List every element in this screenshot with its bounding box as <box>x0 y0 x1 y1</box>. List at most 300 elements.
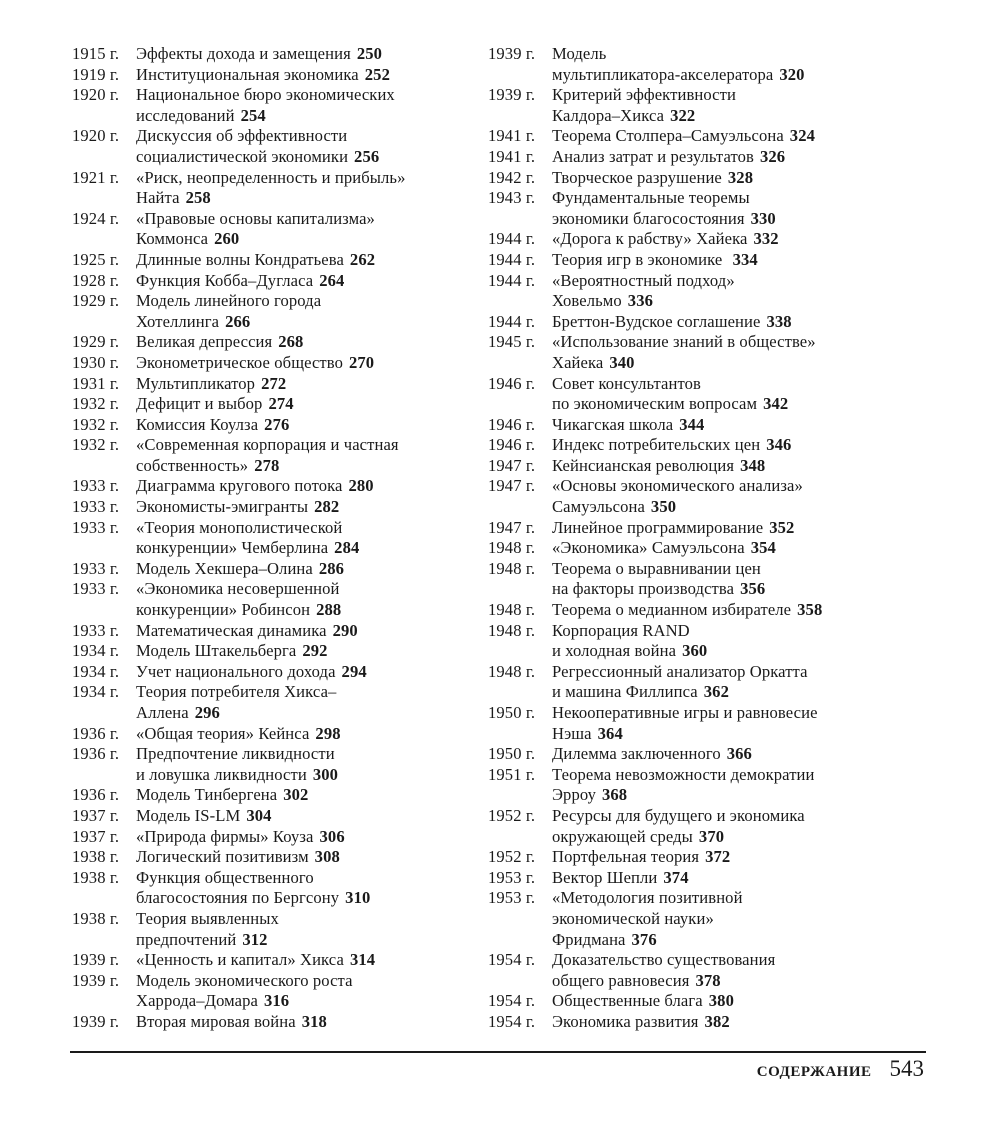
toc-entry <box>72 394 472 415</box>
entry-title: Регрессионный анализатор Оркатта и машина Филлипса <box>552 661 808 702</box>
entry-page-number: 274 <box>268 394 294 414</box>
entry-year: 1947 г. <box>488 476 536 496</box>
toc-entry <box>72 291 472 332</box>
entry-page-number: 296 <box>194 703 220 722</box>
entry-title-block <box>552 332 908 373</box>
page-number: 543 <box>889 1056 924 1081</box>
entry-title: Портфельная теория <box>552 847 700 867</box>
entry-year: 1948 г. <box>488 538 536 558</box>
entry-page-number: 260 <box>214 229 240 249</box>
entry-year: 1936 г. <box>72 785 120 805</box>
entry-page-number: 254 <box>240 105 266 125</box>
toc-entry <box>488 85 908 126</box>
toc-entry <box>488 250 908 271</box>
entry-title: Ресурсы для будущего и экономика окружающей среды <box>552 805 805 846</box>
entry-title-block <box>136 847 472 868</box>
entry-year: 1939 г. <box>72 1011 120 1031</box>
entry-page-number: 302 <box>283 785 309 805</box>
entry-year: 1952 г. <box>488 805 536 825</box>
entry-year: 1932 г. <box>72 435 120 455</box>
entry-title-block <box>552 85 908 126</box>
entry-page-number: 316 <box>263 991 290 1011</box>
toc-entry <box>72 724 472 745</box>
entry-year: 1933 г. <box>72 517 120 537</box>
entry-title-block <box>136 827 472 848</box>
entry-title-block <box>552 456 908 477</box>
entry-title-block <box>552 868 908 889</box>
toc-entry <box>488 332 908 373</box>
toc-entry <box>72 518 472 559</box>
entry-page-number: 330 <box>750 208 776 228</box>
entry-title: Функция общественного благосостояния по Бергсону <box>136 867 340 908</box>
entry-year: 1954 г. <box>488 950 536 970</box>
entry-year: 1944 г. <box>488 249 536 269</box>
entry-title: Национальное бюро экономических исследований <box>136 85 395 125</box>
toc-entry <box>488 662 908 703</box>
entry-year: 1939 г. <box>488 85 536 105</box>
entry-page-number: 250 <box>356 44 383 63</box>
toc-entry <box>72 1012 472 1033</box>
entry-year: 1945 г. <box>488 332 536 352</box>
toc-entry <box>488 765 908 806</box>
entry-page-number: 270 <box>348 352 375 372</box>
entry-title-block <box>136 868 472 909</box>
toc-entry <box>488 621 908 662</box>
entry-title: «Риск, неопределенность и прибыль» Найта <box>136 167 406 208</box>
entry-title-block <box>552 229 908 250</box>
toc-entry <box>488 147 908 168</box>
toc-entry <box>72 497 472 518</box>
entry-year: 1939 г. <box>72 950 120 970</box>
entry-title-block <box>552 518 908 539</box>
toc-entry <box>72 971 472 1012</box>
entry-title: Кейнсианская революция <box>552 455 735 475</box>
toc-entry <box>72 806 472 827</box>
entry-title-block <box>552 126 908 147</box>
entry-year: 1932 г. <box>72 394 120 414</box>
entry-title-block <box>552 744 908 765</box>
entry-title-block <box>136 44 472 65</box>
entry-page-number: 276 <box>264 414 290 434</box>
toc-entry <box>488 415 908 436</box>
entry-title: Модель Тинбергена <box>136 785 278 805</box>
entry-title-block <box>136 559 472 580</box>
entry-page-number: 256 <box>354 146 380 166</box>
entry-title: Некооперативные игры и равновесие Нэша <box>552 703 818 743</box>
entry-title-block <box>136 909 472 950</box>
entry-title: Институциональная экономика <box>136 64 359 84</box>
entry-page-number: 258 <box>185 188 211 208</box>
toc-entry <box>488 744 908 765</box>
entry-title: Теорема Столпера–Самуэльсона <box>552 126 784 146</box>
toc-entry <box>72 168 472 209</box>
entry-year: 1930 г. <box>72 352 120 372</box>
entry-title-block <box>136 785 472 806</box>
entry-year: 1944 г. <box>488 311 536 331</box>
toc-entry <box>488 456 908 477</box>
toc-entry <box>72 682 472 723</box>
entry-title: Эффекты дохода и замещения <box>136 44 351 63</box>
toc-entry <box>72 827 472 848</box>
entry-year: 1954 г. <box>488 991 536 1011</box>
entry-title-block <box>552 168 908 189</box>
entry-year: 1933 г. <box>72 497 120 517</box>
entry-page-number: 366 <box>726 744 752 764</box>
entry-title-block <box>136 250 472 271</box>
entry-title-block <box>136 168 472 209</box>
entry-title: Модель мультипликатора-акселератора <box>552 44 774 84</box>
entry-year: 1937 г. <box>72 826 120 846</box>
entry-page-number: 328 <box>727 167 754 187</box>
entry-page-number: 346 <box>766 435 792 455</box>
entry-page-number: 342 <box>763 394 789 414</box>
entry-title: Бреттон-Вудское соглашение <box>552 311 761 331</box>
toc-column-right <box>488 44 908 1033</box>
entry-title-block <box>136 353 472 374</box>
entry-year: 1944 г. <box>488 229 536 249</box>
entry-page-number: 344 <box>679 414 705 434</box>
entry-title-block <box>552 188 908 229</box>
entry-title-block <box>552 312 908 333</box>
entry-year: 1920 г. <box>72 85 120 105</box>
entry-title: Индекс потребительских цен <box>552 435 761 455</box>
entry-title: Логический позитивизм <box>136 847 309 867</box>
entry-title-block <box>136 950 472 971</box>
entry-year: 1948 г. <box>488 558 536 578</box>
entry-title-block <box>136 744 472 785</box>
toc-entry <box>72 662 472 683</box>
entry-page-number: 320 <box>779 64 805 84</box>
entry-year: 1933 г. <box>72 579 120 599</box>
entry-page-number: 282 <box>314 497 340 517</box>
entry-page-number: 370 <box>698 826 725 846</box>
entry-year: 1950 г. <box>488 744 536 764</box>
entry-title-block <box>552 806 908 847</box>
toc-entry <box>72 332 472 353</box>
entry-title: «Ценность и капитал» Хикса <box>136 950 344 970</box>
entry-title: «Общая теория» Кейнса <box>136 723 310 743</box>
entry-page-number: 280 <box>348 476 374 496</box>
entry-page-number: 376 <box>631 929 657 949</box>
entry-title: Линейное программирование <box>552 517 764 537</box>
entry-year: 1933 г. <box>72 476 120 496</box>
entry-title: Предпочтение ликвидности и ловушка ликвидности <box>136 744 335 784</box>
entry-title-block <box>552 991 908 1012</box>
entry-title: Диаграмма кругового потока <box>136 476 343 496</box>
toc-entry <box>488 559 908 600</box>
entry-title-block <box>136 724 472 745</box>
entry-title-block <box>136 682 472 723</box>
toc-entry <box>72 476 472 497</box>
toc-entry <box>72 909 472 950</box>
footer-rule <box>70 1051 926 1053</box>
toc-entry <box>72 209 472 250</box>
entry-page-number: 364 <box>597 723 623 743</box>
entry-title: Экономисты-эмигранты <box>136 497 309 517</box>
entry-title: Математическая динамика <box>136 620 327 640</box>
toc-entry <box>488 847 908 868</box>
toc-entry <box>488 271 908 312</box>
entry-page-number: 340 <box>609 352 635 372</box>
entry-year: 1946 г. <box>488 373 536 393</box>
toc-entry <box>488 703 908 744</box>
toc-entry <box>488 600 908 621</box>
toc-entry <box>72 744 472 785</box>
entry-title-block <box>552 374 908 415</box>
toc-entry <box>488 229 908 250</box>
entry-page-number: 288 <box>316 600 342 620</box>
entry-title-block <box>552 703 908 744</box>
entry-title-block <box>552 250 908 271</box>
entry-title-block <box>552 950 908 991</box>
entry-year: 1944 г. <box>488 270 536 290</box>
toc-entry <box>488 126 908 147</box>
entry-page-number: 300 <box>312 764 339 784</box>
entry-year: 1920 г. <box>72 126 120 146</box>
entry-title-block <box>136 579 472 620</box>
entry-title: «Экономика» Самуэльсона <box>552 538 745 558</box>
entry-page-number: 278 <box>254 455 280 475</box>
entry-title-block <box>136 85 472 126</box>
entry-title: Модель экономического роста Харрода–Домара <box>136 970 353 1011</box>
entry-page-number: 372 <box>705 847 731 867</box>
toc-entry <box>72 435 472 476</box>
entry-title: Комиссия Коулза <box>136 414 259 434</box>
entry-page-number: 354 <box>750 538 776 558</box>
entry-year: 1939 г. <box>488 44 536 63</box>
toc-entry <box>72 65 472 86</box>
entry-title-block <box>136 971 472 1012</box>
entry-title-block <box>136 65 472 86</box>
entry-title: Корпорация RAND и холодная война <box>552 620 690 661</box>
toc-entry <box>488 888 908 950</box>
entry-title: Модель линейного города Хотеллинга <box>136 291 322 331</box>
entry-year: 1934 г. <box>72 641 120 661</box>
entry-title: Фундаментальные теоремы экономики благосостояния <box>552 188 750 228</box>
entry-page-number: 374 <box>663 867 689 887</box>
toc-entry <box>488 476 908 517</box>
entry-title: Теорема о выравнивании цен на факторы производства <box>552 558 761 599</box>
toc-entry <box>488 518 908 539</box>
entry-title: Вектор Шепли <box>552 867 658 887</box>
entry-year: 1954 г. <box>488 1011 536 1031</box>
entry-title-block <box>552 415 908 436</box>
entry-year: 1933 г. <box>72 620 120 640</box>
entry-title-block <box>136 518 472 559</box>
entry-year: 1942 г. <box>488 167 536 187</box>
entry-page-number: 298 <box>315 723 341 743</box>
entry-page-number: 294 <box>341 661 367 681</box>
entry-title: Экономика развития <box>552 1011 699 1031</box>
entry-title: «Основы экономического анализа» Самуэльсона <box>552 476 803 517</box>
entry-title: Анализ затрат и результатов <box>552 146 754 166</box>
entry-title-block <box>136 641 472 662</box>
entry-year: 1939 г. <box>72 970 120 990</box>
entry-title-block <box>136 209 472 250</box>
page-footer <box>757 1056 924 1082</box>
entry-page-number: 362 <box>703 682 729 702</box>
entry-title-block <box>552 662 908 703</box>
entry-year: 1947 г. <box>488 517 536 537</box>
entry-title: «Экономика несовершенной конкуренции» Робинсон <box>136 579 340 620</box>
entry-title: Теорема невозможности демократии Эрроу <box>552 764 815 805</box>
entry-title-block <box>552 435 908 456</box>
entry-year: 1929 г. <box>72 332 120 352</box>
entry-page-number: 268 <box>278 332 304 352</box>
entry-year: 1919 г. <box>72 64 120 84</box>
entry-year: 1936 г. <box>72 744 120 764</box>
entry-page-number: 292 <box>302 641 328 661</box>
entry-title: «Дорога к рабству» Хайека <box>552 229 748 249</box>
entry-year: 1941 г. <box>488 126 536 146</box>
entry-title: Вторая мировая война <box>136 1011 296 1031</box>
entry-title: «Методология позитивной экономической науки» Фридмана <box>552 888 743 949</box>
entry-title: Модель Хекшера–Олина <box>136 558 313 578</box>
entry-title: Творческое разрушение <box>552 167 722 187</box>
entry-page-number: 338 <box>766 311 792 331</box>
entry-year: 1925 г. <box>72 249 120 269</box>
toc-entry <box>72 559 472 580</box>
toc-entry <box>488 168 908 189</box>
entry-title-block <box>136 291 472 332</box>
toc-entry <box>72 353 472 374</box>
entry-page-number: 284 <box>334 538 360 558</box>
entry-title: Функция Кобба–Дугласа <box>136 270 314 290</box>
toc-entry <box>488 991 908 1012</box>
toc-entry <box>72 415 472 436</box>
entry-year: 1938 г. <box>72 867 120 887</box>
toc-entry <box>72 271 472 292</box>
entry-title: Модель IS-LM <box>136 805 241 825</box>
entry-title-block <box>552 1012 908 1033</box>
entry-page-number: 356 <box>740 579 766 599</box>
entry-page-number: 326 <box>759 146 786 166</box>
entry-title-block <box>136 1012 472 1033</box>
entry-year: 1948 г. <box>488 661 536 681</box>
entry-page-number: 304 <box>246 805 272 825</box>
toc-entry <box>488 188 908 229</box>
entry-year: 1936 г. <box>72 723 120 743</box>
toc-entry <box>72 847 472 868</box>
toc-entry <box>72 250 472 271</box>
entry-title-block <box>136 271 472 292</box>
entry-title: «Природа фирмы» Коуза <box>136 826 314 846</box>
entry-title: Совет консультантов по экономическим вопросам <box>552 373 758 414</box>
toc-entry <box>72 950 472 971</box>
entry-title: Критерий эффективности Калдора–Хикса <box>552 85 736 125</box>
toc-entry <box>488 950 908 991</box>
entry-page-number: 378 <box>695 970 721 990</box>
entry-year: 1931 г. <box>72 373 120 393</box>
entry-title: «Современная корпорация и частная собственность» <box>136 435 399 475</box>
entry-page-number: 360 <box>682 641 708 661</box>
entry-page-number: 368 <box>602 785 628 805</box>
entry-year: 1938 г. <box>72 847 120 867</box>
toc-column-left <box>72 44 472 1033</box>
entry-page-number: 332 <box>753 229 779 249</box>
entry-page-number: 314 <box>349 950 376 970</box>
entry-year: 1943 г. <box>488 188 536 208</box>
entry-title-block <box>136 476 472 497</box>
entry-title: Теория выявленных предпочтений <box>136 908 279 949</box>
entry-title: «Правовые основы капитализма» Коммонса <box>136 208 375 249</box>
entry-title-block <box>552 44 908 85</box>
entry-title-block <box>552 888 908 950</box>
entry-year: 1946 г. <box>488 435 536 455</box>
entry-title-block <box>552 476 908 517</box>
entry-title: Длинные волны Кондратьева <box>136 249 344 269</box>
entry-year: 1933 г. <box>72 558 120 578</box>
entry-year: 1915 г. <box>72 44 120 63</box>
entry-page-number: 348 <box>740 455 766 475</box>
entry-year: 1934 г. <box>72 661 120 681</box>
entry-year: 1950 г. <box>488 703 536 722</box>
toc-entry <box>72 621 472 642</box>
entry-year: 1941 г. <box>488 146 536 166</box>
entry-page-number: 358 <box>797 600 823 620</box>
entry-title-block <box>136 621 472 642</box>
entry-title: Модель Штакельберга <box>136 641 297 661</box>
entry-page-number: 306 <box>319 826 345 846</box>
entry-title-block <box>552 621 908 662</box>
entry-title-block <box>552 847 908 868</box>
entry-year: 1951 г. <box>488 764 536 784</box>
toc-entry <box>488 806 908 847</box>
toc-entry <box>72 641 472 662</box>
entry-page-number: 382 <box>704 1011 730 1031</box>
entry-year: 1921 г. <box>72 167 120 187</box>
entry-title-block <box>552 271 908 312</box>
entry-title: «Использование знаний в обществе» Хайека <box>552 332 816 372</box>
entry-title-block <box>136 126 472 167</box>
entry-year: 1953 г. <box>488 867 536 887</box>
entry-page-number: 318 <box>301 1011 327 1031</box>
toc-entry <box>72 374 472 395</box>
toc-entry <box>488 44 908 85</box>
entry-title: Дилемма заключенного <box>552 744 721 764</box>
entry-title-block <box>136 662 472 683</box>
entry-page-number: 350 <box>650 497 677 517</box>
toc-entry <box>72 85 472 126</box>
entry-title: Общественные блага <box>552 991 703 1011</box>
toc-entry <box>72 126 472 167</box>
entry-title: «Теория монополистической конкуренции» Чемберлина <box>136 517 343 558</box>
entry-year: 1947 г. <box>488 455 536 475</box>
entry-year: 1932 г. <box>72 414 120 434</box>
entry-title: «Вероятностный подход» Ховельмо <box>552 270 735 311</box>
entry-page-number: 308 <box>314 847 340 867</box>
entry-title: Теория потребителя Хикса– Аллена <box>136 682 337 722</box>
entry-page-number: 264 <box>319 270 345 290</box>
entry-year: 1948 г. <box>488 620 536 640</box>
toc-entry <box>488 538 908 559</box>
entry-title: Великая депрессия <box>136 332 273 352</box>
running-head: СОДЕРЖАНИЕ <box>756 1064 872 1080</box>
entry-page-number: 252 <box>364 64 390 84</box>
entry-page-number: 310 <box>345 888 371 908</box>
entry-year: 1924 г. <box>72 208 120 228</box>
entry-title-block <box>136 435 472 476</box>
entry-year: 1928 г. <box>72 270 120 290</box>
toc-entry <box>488 435 908 456</box>
entry-page-number: 312 <box>242 929 268 949</box>
entry-title-block <box>552 559 908 600</box>
entry-page-number: 336 <box>627 291 653 311</box>
entry-year: 1948 г. <box>488 600 536 620</box>
entry-page-number: 272 <box>261 373 287 393</box>
toc-entry <box>488 868 908 889</box>
entry-page-number: 352 <box>769 517 795 537</box>
